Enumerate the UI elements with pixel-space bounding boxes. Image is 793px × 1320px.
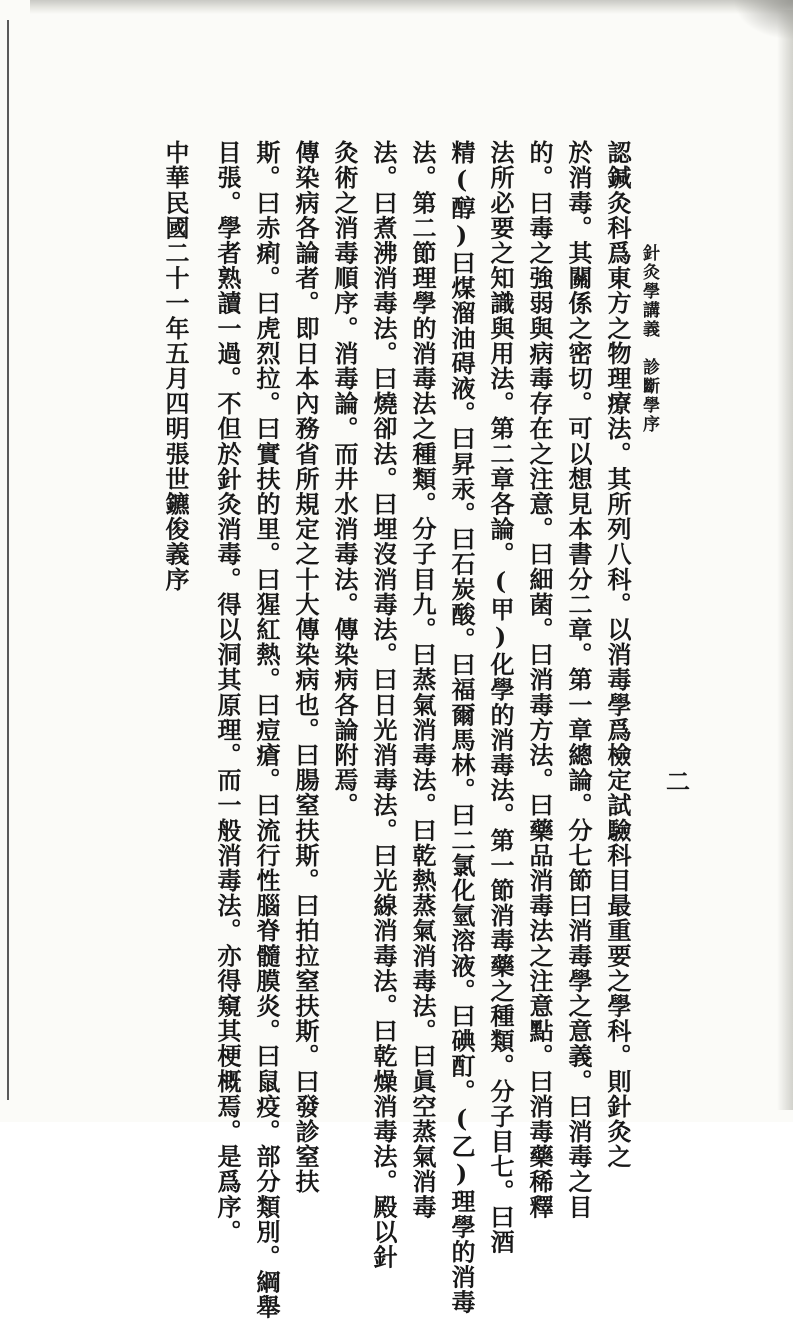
- running-header: 針灸學講義 診斷學序: [639, 244, 659, 434]
- text-column-10: 斯。曰赤痢。曰虎烈拉。曰實扶的里。曰猩紅熱。曰痘瘡。曰流行性腦脊髓膜炎。曰鼠疫。部分類別。綱舉: [252, 140, 281, 1320]
- text-column-4: 法所必要之知識與用法。第二章各論。(甲)化學的消毒法。第一節消毒藥之種類。分子目七。曰酒: [486, 140, 515, 1255]
- text-column-3: 的。曰毒之強弱與病毒存在之注意。曰細菌。曰消毒方法。曰藥品消毒法之注意點。曰消毒藥稀釋: [525, 140, 554, 1220]
- text-column-8: 灸術之消毒順序。消毒論。而井水消毒法。傳染病各論附焉。: [330, 140, 359, 818]
- text-column-5: 精(醇)曰煤溜油碍液。曰昇汞。曰石炭酸。曰福爾馬林。曰二氯化氫溶液。曰碘酊。(乙)理學的消毒: [447, 140, 476, 1315]
- text-column-1: 認鍼灸科爲東方之物理療法。其所列八科。以消毒學爲檢定試驗科目最重要之學科。則針灸之: [603, 140, 632, 1170]
- page-corner-shadow: [733, 0, 793, 40]
- page-number: 二: [666, 767, 690, 796]
- text-column-7: 法。曰煮沸消毒法。曰燒卻法。曰埋沒消毒法。曰日光消毒法。曰光線消毒法。曰乾燥消毒法。殿以針: [369, 140, 398, 1270]
- text-column-11: 目張。學者熟讀一過。不但於針灸消毒。得以洞其原理。而一般消毒法。亦得窺其梗概焉。是爲序。: [213, 140, 242, 1245]
- page-edge-top: [30, 0, 793, 14]
- text-column-9: 傳染病各論者。即日本內務省所規定之十大傳染病也。曰腸窒扶斯。曰拍拉窒扶斯。曰發診窒扶: [291, 140, 320, 1195]
- page-edge-right: [777, 10, 793, 1110]
- text-column-2: 於消毒。其關係之密切。可以想見本書分二章。第一章總論。分七節曰消毒學之意義。曰消毒之目: [564, 140, 593, 1220]
- signature-line: 中華民國二十一年五月四明張世鑣俊義序: [161, 140, 190, 592]
- text-column-6: 法。第二節理學的消毒法之種類。分子目九。曰蒸氣消毒法。曰乾熱蒸氣消毒法。曰眞空蒸氣消毒: [408, 140, 437, 1220]
- page-edge-left: [7, 20, 9, 1100]
